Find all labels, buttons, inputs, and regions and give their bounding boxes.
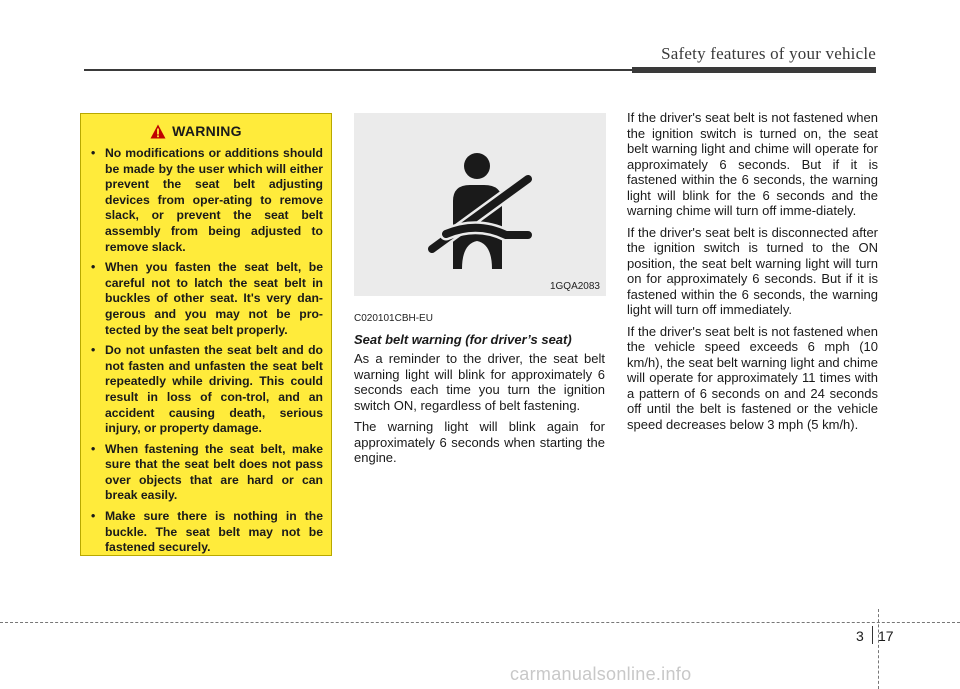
warning-heading: [69, 122, 323, 140]
warning-item: • When you fasten the seat belt, be careful not to latch the seat belt in buckles of other seat. It's very dan-gerous and you may not be pro-tected by the seat belt properly.: [89, 260, 323, 338]
page-number-separator: [872, 626, 873, 644]
footer-divider: [878, 609, 880, 689]
warning-item: • No modifications or additions should be made by the user which will either prevent the seat belt adjusting devices from oper-ating to remove slack, or prevent the seat belt assembly from being adjusted to remove slack.: [89, 146, 323, 255]
section-title: Seat belt warning (for driver’s seat): [354, 332, 572, 347]
header-accent-bar: [632, 67, 876, 73]
paragraph: As a reminder to the driver, the seat belt warning light will blink for approximately 6 seconds each time you turn the ignition switch ON, regardless of belt fastening.: [354, 351, 605, 413]
warning-item: • When fastening the seat belt, make sure that the seat belt does not pass over objects that are hard or can break easily.: [89, 442, 323, 504]
section-number: 3: [856, 628, 864, 644]
seat-belt-figure: [354, 113, 606, 296]
right-column: [627, 110, 878, 438]
watermark: carmanualsonline.info: [510, 664, 692, 684]
paragraph: If the driver's seat belt is disconnected after the ignition switch is turned to the ON position, the seat belt warning light will turn on for approximately 6 seconds. But if it is fastened within the 6 seconds, the warning light will turn off immediately.: [627, 224, 878, 317]
page-header-title: Safety features of your vehicle: [661, 44, 876, 63]
section-code: C020101CBH-EU: [354, 313, 433, 324]
warning-triangle-icon: [150, 124, 166, 139]
warning-item: • Do not unfasten the seat belt and do not fasten and unfasten the seat belt repeatedly while driving. This could result in loss of con-trol, and an accident causing death, serious injury, or property damage.: [89, 343, 323, 437]
page-number: 17: [878, 628, 894, 644]
paragraph: The warning light will blink again for approximately 6 seconds when starting the engine.: [354, 419, 605, 465]
paragraph: If the driver's seat belt is not fastened when the vehicle speed exceeds 6 mph (10 km/h), the seat belt warning light and chime will operate for approximately 11 times with a pattern of 6 seconds on and 24 seconds off until the belt is fastened or the vehicle speed decreases below 3 mph (5 km/h).: [627, 323, 878, 432]
warning-box: [80, 113, 332, 556]
seat-belt-icon: [426, 149, 536, 274]
paragraph: If the driver's seat belt is not fastened when the ignition switch is turned on, the seat belt warning light and chime will operate for approximately 6 seconds. But if it is fastened within the 6 seconds, the warning light will blink for the 6 seconds and the warning chime will turn off imme-diately.: [627, 110, 878, 218]
figure-code: 1GQA2083: [549, 281, 600, 292]
warning-list: [89, 146, 323, 556]
footer-rule: [0, 622, 960, 623]
warning-item: • Make sure there is nothing in the buckle. The seat belt may not be fastened securely.: [89, 509, 323, 556]
middle-column: [354, 313, 605, 472]
warning-title: WARNING: [172, 123, 242, 139]
